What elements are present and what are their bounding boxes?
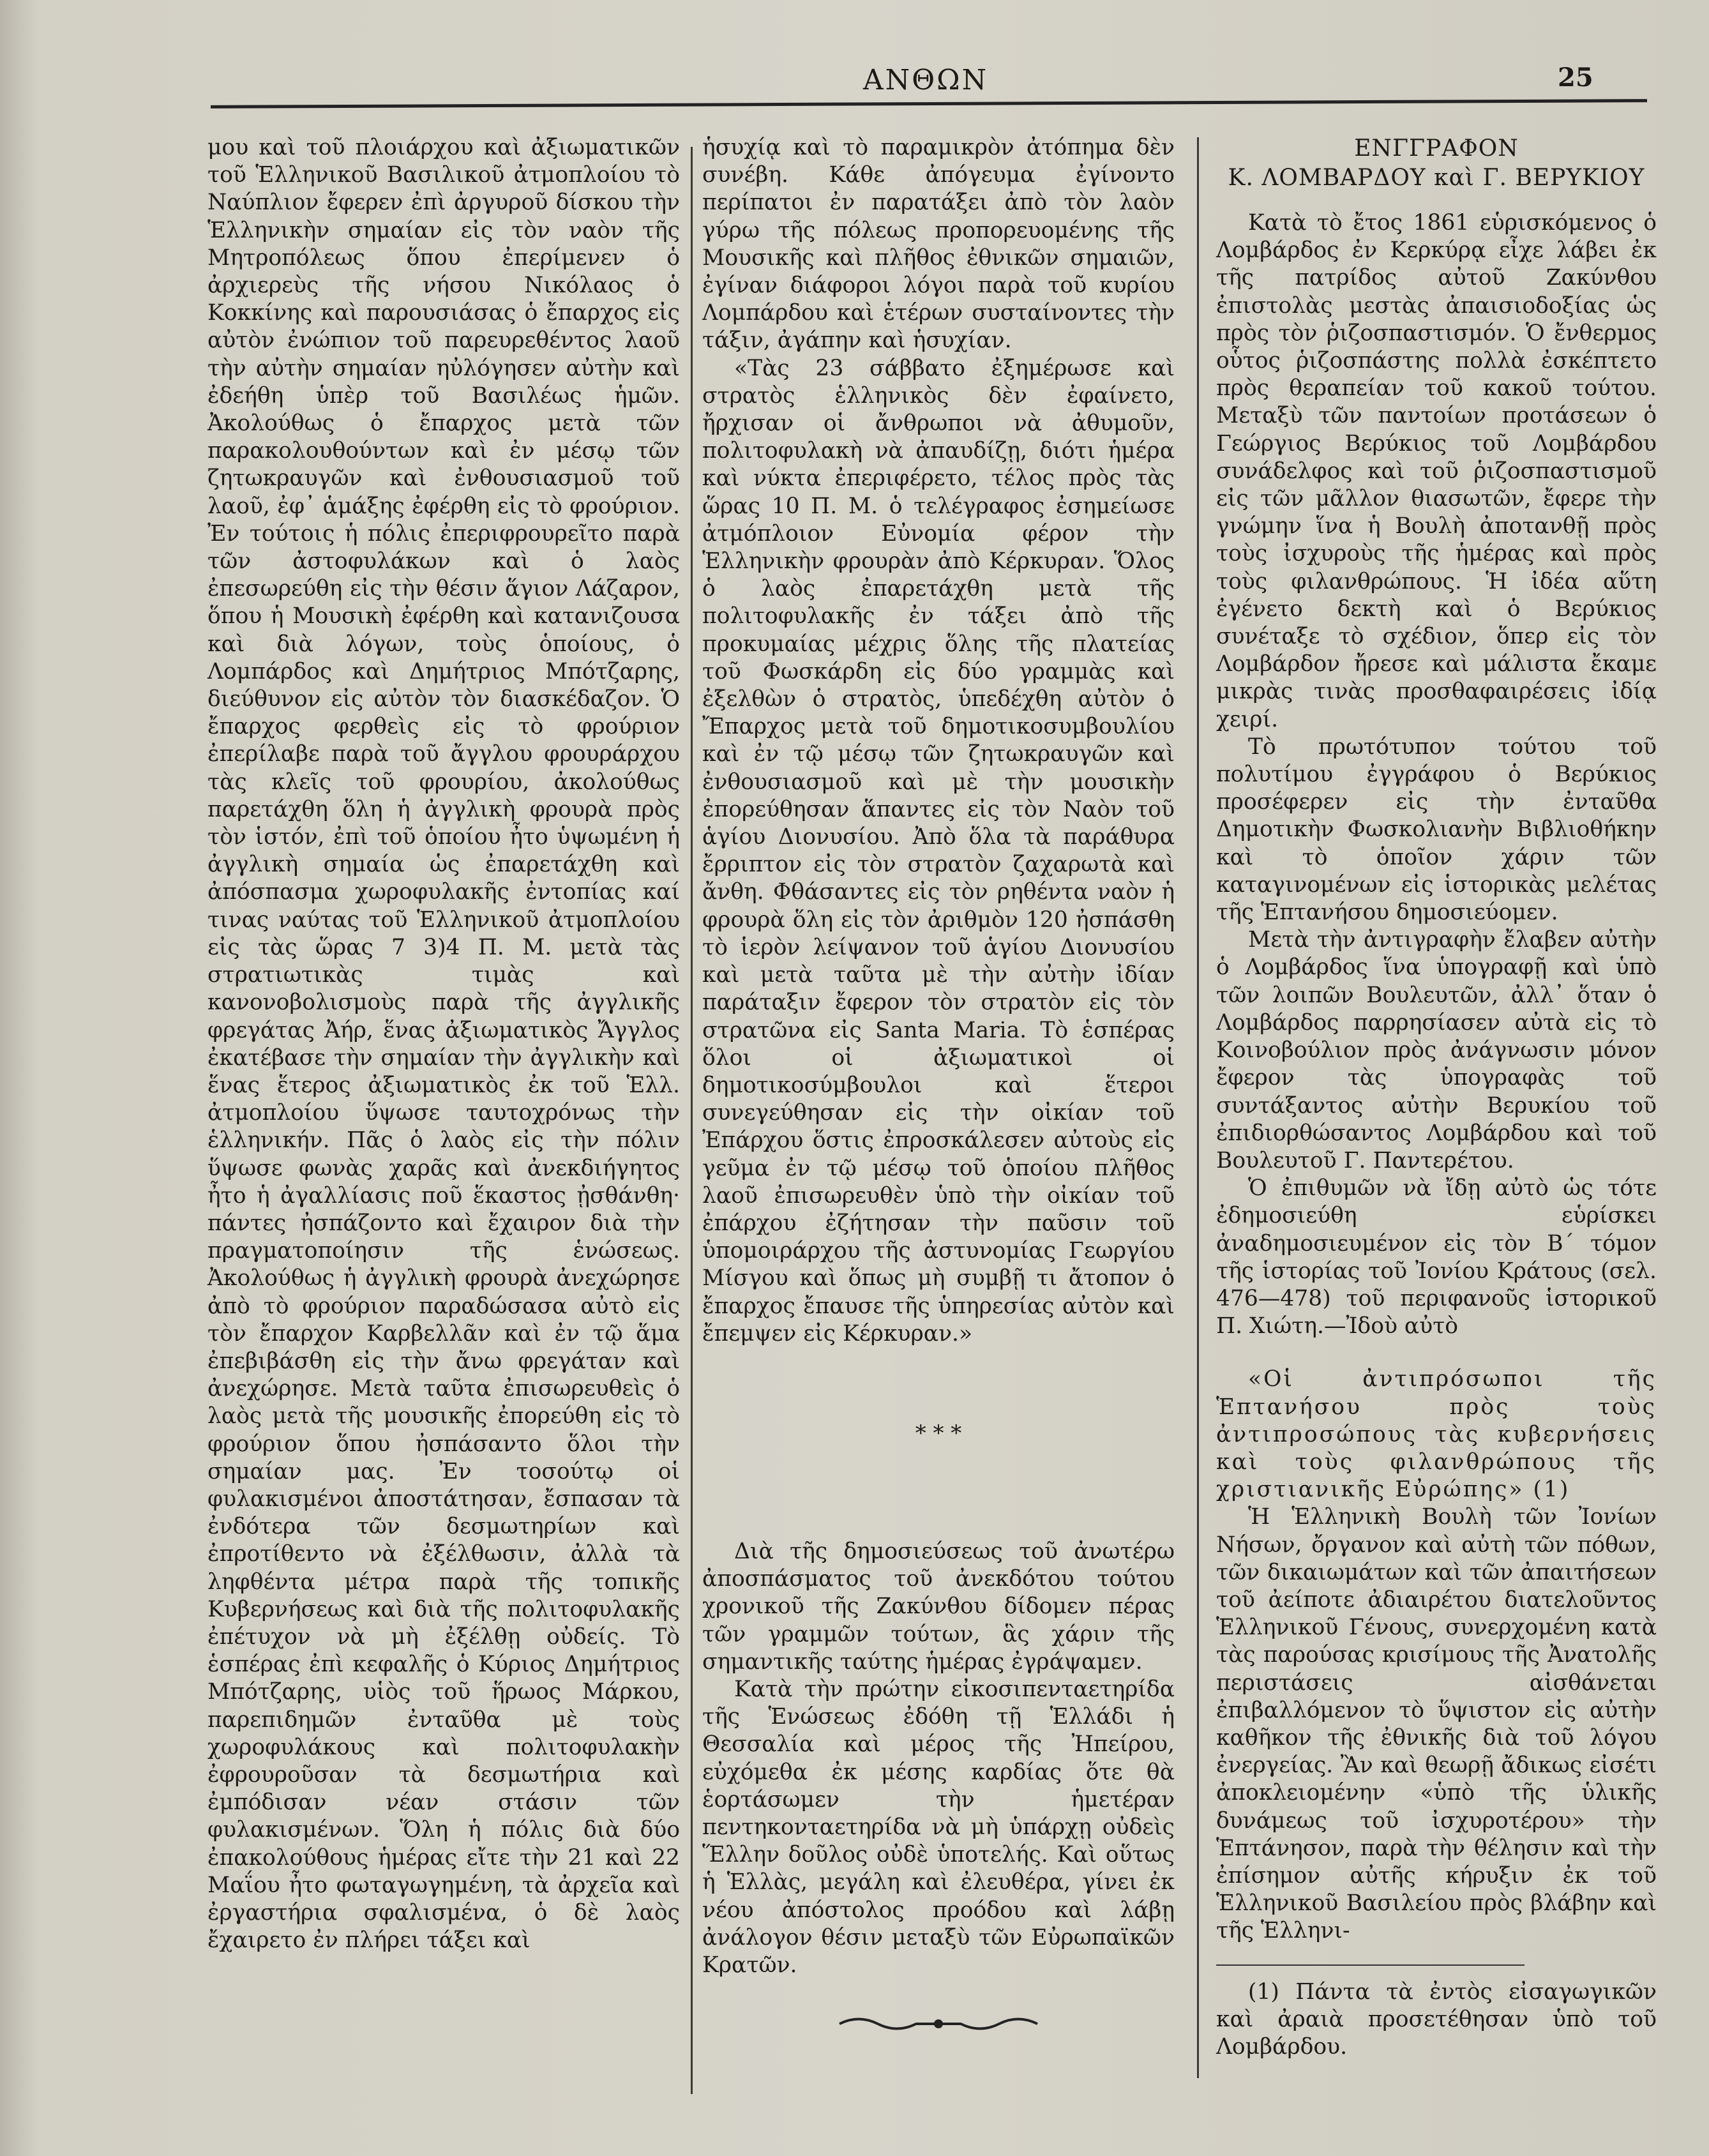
article-paragraph: Τὸ πρωτότυπον τούτου τοῦ πολυτίμου ἐγγράφου ὁ Βερύκιος προσέφερεν εἰς τὴν ἐνταῦθα Δημοτικὴν Φωσκολιανὴν Βιβλιοθήκην καὶ τὸ ὁποῖον χάριν τῶν καταγινομένων εἰς ἱστορικὰς μελέτας τῆς Ἑπτανήσου δημοσιεύομεν. xyxy=(1216,734,1657,926)
document-heading-line1: ΕΝΓΓΡΑΦΟΝ xyxy=(1354,135,1519,162)
article-paragraph: Κατὰ τὸ ἔτος 1861 εὑρισκόμενος ὁ Λομβάρδος ἐν Κερκύρᾳ εἶχε λάβει ἐκ τῆς πατρίδος αὐτοῦ Ζακύνθου ἐπιστολὰς μεστὰς ἀπαισιοδοξίας ὡς πρὸς τὸν ῥιζοσπαστισμόν. Ὁ ἔνθερμος οὗτος ῥιζοσπάστης πολλὰ ἐσκέπτετο πρὸς θεραπείαν τοῦ κακοῦ τούτου. Μεταξὺ τῶν παντοίων προτάσεων ὁ Γεώργιος Βερύκιος τοῦ Λομβάρδου συνάδελφος καὶ τοῦ ῥιζοσπαστισμοῦ εἰς τῶν μᾶλλον θιασωτῶν, ἔφερε τὴν γνώμην ἵνα ἡ Βουλὴ ἀποτανθῇ πρὸς τοὺς ἰσχυροὺς τῆς ἡμέρας καὶ πρὸς τοὺς φιλανθρώπους. Ἡ ἰδέα αὕτη ἐγένετο δεκτὴ καὶ ὁ Βερύκιος συνέταξε τὸ σχέδιον, ὅπερ εἰς τὸν Λομβάρδον ἤρεσε καὶ μάλιστα ἔκαμε μικρὰς τινὰς προσθαφαιρέσεις ἰδίᾳ χειρί. xyxy=(1216,210,1657,732)
article-paragraph: μου καὶ τοῦ πλοιάρχου καὶ ἀξιωματικῶν τοῦ Ἑλληνικοῦ Βασιλικοῦ ἀτμοπλοίου τὸ Ναύπλιον ἔφερεν ἐπὶ ἀργυροῦ δίσκου τὴν Ἑλληνικὴν σημαίαν εἰς τὸν ναὸν τῆς Μητροπόλεως ὅπου ἐπερίμενεν ὁ ἀρχιερεὺς τῆς νήσου Νικόλαος ὁ Κοκκίνης καὶ παρουσιάσας ὁ ἔπαρχος εἰς αὐτὸν ἐνώπιον τοῦ παρευρεθέντος λαοῦ τὴν αὐτὴν σημαίαν ηὐλόγησεν αὐτὴν καὶ ἐδεήθη ὑπὲρ τοῦ Βασιλέως ἡμῶν. Ἀκολούθως ὁ ἔπαρχος μετὰ τῶν παρακολουθούντων καὶ ἐν μέσῳ τῶν ζητωκραυγῶν καὶ ἐνθουσιασμοῦ τοῦ λαοῦ, ἐφ᾽ ἁμάξης ἐφέρθη εἰς τὸ φρούριον. Ἐν τούτοις ἡ πόλις ἐπεριφρουρεῖτο παρὰ τῶν ἀστοφυλάκων καὶ ὁ λαὸς ἐπεσωρεύθη εἰς τὴν θέσιν ἅγιον Λάζαρον, ὅπου ἡ Μουσικὴ ἐφέρθη καὶ κατανιζουσα καὶ διὰ λόγων, τοὺς ὁποίους, ὁ Λομπάρδος καὶ Δημήτριος Μπότζαρης, διεύθυνον εἰς αὐτὸν τὸν διασκέδαζον. Ὁ ἔπαρχος φερθεὶς εἰς τὸ φρούριον ἐπερίλαβε παρὰ τοῦ ἄγγλου φρουράρχου τὰς κλεῖς τοῦ φρουρίου, ἀκολούθως παρετάχθη ὅλη ἡ ἀγγλικὴ φρουρὰ πρὸς τὸν ἱστόν, ἐπὶ τοῦ ὁποίου ἦτο ὑψωμένη ἡ ἀγγλικὴ σημαία ὡς ἐπαρετάχθη καὶ ἀπόσπασμα χωροφυλακῆς ἐντοπίας καί τινας ναύτας τοῦ Ἑλληνικοῦ ἀτμοπλοίου εἰς τὰς ὥρας 7 3)4 Π. Μ. μετὰ τὰς στρατιωτικὰς τιμὰς καὶ κανονοβολισμοὺς παρὰ τῆς ἀγγλικῆς φρεγάτας Ἀήρ, ἕνας ἀξιωματικὸς Ἄγγλος ἐκατέβασε τὴν σημαίαν τὴν ἀγγλικὴν καὶ ἕνας ἕτερος ἀξιωματικὸς ἐκ τοῦ Ἑλλ. ἀτμοπλοίου ὕψωσε ταυτοχρόνως τὴν ἑλληνικήν. Πᾶς ὁ λαὸς εἰς τὴν πόλιν ὕψωσε φωνὰς χαρᾶς καὶ ἀνεκδιήγητος ἦτο ἡ ἀγαλλίασις ποῦ ἕκαστος ᾐσθάνθη· πάντες ἠσπάζοντο καὶ ἔχαιρον διὰ τὴν πραγματοποίησιν τῆς ἑνώσεως. Ἀκολούθως ἡ ἀγγλικὴ φρουρὰ ἀνεχώρησε ἀπὸ τὸ φρούριον παραδώσασα αὐτὸ εἰς τὸν ἔπαρχον Καρβελλᾶν καὶ ἐν τῷ ἅμα ἐπεβιβάσθη εἰς τὴν ἄνω φρεγάταν καὶ ἀνεχώρησε. Μετὰ ταῦτα ἐπισωρευθεὶς ὁ λαὸς μετὰ τῆς μουσικῆς ἐπορεύθη εἰς τὸ φρούριον ὅπου ἠσπάσαντο ὅλοι τὴν σημαίαν μας. Ἐν τοσούτῳ οἱ φυλακισμένοι ἀποστάτησαν, ἔσπασαν τὰ ἐνδότερα τῶν δεσμωτηρίων καὶ ἐπροτίθεντο νὰ ἐξέλθωσιν, ἀλλὰ τὰ ληφθέντα μέτρα παρὰ τῆς τοπικῆς Κυβερνήσεως καὶ διὰ τῆς πολιτοφυλακῆς ἐπέτυχον νὰ μὴ ἐξέλθῃ οὐδείς. Τὸ ἑσπέρας ἐπὶ κεφαλῆς ὁ Κύριος Δημήτριος Μπότζαρης, υἱὸς τοῦ ἥρωος Μάρκου, παρεπιδημῶν ἐνταῦθα μὲ τοὺς χωροφυλάκους καὶ πολιτοφυλακὴν ἐφρουροῦσαν τὰ δεσμωτήρια καὶ ἐμπόδισαν νέαν στάσιν τῶν φυλακισμένων. Ὅλη ἡ πόλις διὰ δύο ἐπακολούθους ἡμέρας εἴτε τὴν 21 καὶ 22 Μαΐου ἦτο φωταγωγημένη, τὰ ἀρχεῖα καὶ ἐργαστήρια σφαλισμένα, ὁ δὲ λαὸς ἔχαιρετο ἐν πλήρει τάξει καὶ xyxy=(207,135,680,1954)
article-paragraph: Διὰ τῆς δημοσιεύσεως τοῦ ἀνωτέρω ἀποσπάσματος τοῦ ἀνεκδότου τούτου χρονικοῦ τῆς Ζακύνθου δίδομεν πέρας τῶν γραμμῶν τούτων, ἃς χάριν τῆς σημαντικῆς ταύτης ἡμέρας ἐγράψαμεν. xyxy=(702,1538,1175,1675)
section-asterism: * * * xyxy=(915,1420,962,1446)
article-paragraph: Ἡ Ἑλληνικὴ Βουλὴ τῶν Ἰονίων Νήσων, ὄργανον καὶ αὐτὴ τῶν πόθων, τῶν δικαιωμάτων καὶ τῶν ἀπαιτήσεων τοῦ ἀείποτε ἀδιαιρέτου διατελοῦντος Ἑλληνικοῦ Γένους, συνερχομένη κατὰ τὰς παρούσας κρισίμους τῆς Ἀνατολῆς περιστάσεις αἰσθάνεται ἐπιβαλλόμενον τὸ ὕψιστον εἰς αὐτὴν καθῆκον τῆς ἐθνικῆς διὰ τοῦ λόγου ἐνεργείας. Ἂν καὶ θεωρῇ ἄδικως εἰσέτι ἀποκλειομένην «ὑπὸ τῆς ὑλικῆς δυνάμεως τοῦ ἰσχυροτέρου» τὴν Ἑπτάνησον, παρὰ τὴν θέλησιν καὶ τὴν ἐπίσημον αὐτῆς κήρυξιν ἐκ τοῦ Ἑλληνικοῦ Βασιλείου πρὸς βλάβην καὶ τῆς Ἑλληνι- xyxy=(1216,1504,1657,1944)
header-rule xyxy=(211,99,1647,109)
article-paragraph: Ὁ ἐπιθυμῶν νὰ ἴδῃ αὐτὸ ὡς τότε ἐδημοσιεύθη εὑρίσκει ἀναδημοσιευμένον εἰς τὸν Β´ τόμον τῆς ἱστορίας τοῦ Ἰονίου Κράτους (σελ. 476—478) τοῦ περιφανοῦς ἱστορικοῦ Π. Χιώτη.—Ἰδοὺ αὐτὸ xyxy=(1216,1175,1657,1339)
article-paragraph: «Τὰς 23 σάββατο ἐξημέρωσε καὶ στρατὸς ἑλληνικὸς δὲν ἐφαίνετο, ἤρχισαν οἱ ἄνθρωποι νὰ ἀθυμοῦν, πολιτοφυλακὴ νὰ ἀπαυδίζῃ, διότι ἡμέρα καὶ νύκτα ἐπεριφέρετο, τέλος πρὸς τὰς ὥρας 10 Π. Μ. ὁ τελέγραφος ἐσημείωσε ἀτμόπλοιον Εὐνομία φέρον τὴν Ἑλληνικὴν φρουρὰν ἀπὸ Κέρκυραν. Ὅλος ὁ λαὸς ἐπαρετάχθη μετὰ τῆς πολιτοφυλακῆς ἐν τάξει ἀπὸ τῆς προκυμαίας μέχρις ὅλης τῆς πλατείας τοῦ Φωσκάρδη εἰς δύο γραμμὰς καὶ ἐξελθὼν ὁ στρατὸς, ὑπεδέχθη αὐτὸν ὁ Ἔπαρχος μετὰ τοῦ δημοτικοσυμβουλίου καὶ ἐν τῷ μέσῳ τῶν ζητωκραυγῶν καὶ ἐνθουσιασμοῦ καὶ μὲ τὴν μουσικὴν ἐπορεύθησαν ἅπαντες εἰς τὸν Ναὸν τοῦ ἁγίου Διονυσίου. Ἀπὸ ὅλα τὰ παράθυρα ἔρριπτον εἰς τὸν στρατὸν ζαχαρωτὰ καὶ ἄνθη. Φθάσαντες εἰς τὸν ρηθέντα ναὸν ἡ φρουρὰ ὅλη εἰς τὸν ἀριθμὸν 120 ἠσπάσθη τὸ ἱερὸν λείψανον τοῦ ἁγίου Διονυσίου καὶ μετὰ ταῦτα μὲ τὴν αὐτὴν ἰδίαν παράταξιν ἔφερον τὸν στρατὸν εἰς τὸν στρατῶνα εἰς Santa Maria. Τὸ ἑσπέρας ὅλοι οἱ ἀξιωματικοὶ οἱ δημοτικοσύμβουλοι καὶ ἕτεροι συνεγεύθησαν εἰς τὴν οἰκίαν τοῦ Ἐπάρχου ὅστις ἐπροσκάλεσεν αὐτοὺς εἰς γεῦμα ἐν τῷ μέσῳ τοῦ ὁποίου πλῆθος λαοῦ ἐπισωρευθὲν ὑπὸ τὴν οἰκίαν τοῦ ἐπάρχου ἐζήτησαν τὴν παῦσιν τοῦ ὑπομοιράρχου τῆς ἀστυνομίας Γεωργίου Μίσγου καὶ ὅπως μὴ συμβῇ τι ἄτοπον ὁ ἔπαρχος ἔπαυσε τῆς ὑπηρεσίας αὐτὸν καὶ ἔπεμψεν εἰς Κέρκυραν.» xyxy=(702,355,1175,1346)
column-left xyxy=(207,134,680,1954)
page-number: 25 xyxy=(1558,63,1593,93)
document-heading-line2: Κ. ΛΟΜΒΑΡΔΟΥ καὶ Γ. ΒΕΡΥΚΙΟΥ xyxy=(1228,165,1645,191)
column-divider xyxy=(691,147,693,2094)
footnote: (1) Πάντα τὰ ἐντὸς εἰσαγωγικῶν καὶ ἀραιὰ προσετέθησαν ὑπὸ τοῦ Λομβάρδου. xyxy=(1216,1979,1657,2060)
column-middle xyxy=(702,134,1175,2044)
ornamental-flourish xyxy=(702,2011,1175,2044)
page-header-title: ΑΝΘΩΝ xyxy=(862,64,989,96)
document-heading xyxy=(1216,134,1657,193)
quoted-title: «Οἱ ἀντιπρόσωποι τῆς Ἑπτανήσου πρὸς τοὺς ἀντιπροσώπους τὰς κυβερνήσεις καὶ τοὺς φιλανθρώπους τῆς χριστιανικῆς Εὐρώπης» (1) xyxy=(1216,1366,1657,1503)
footnote-rule xyxy=(1216,1964,1525,1966)
column-divider xyxy=(1197,137,1199,2078)
article-paragraph: Μετὰ τὴν ἀντιγραφὴν ἔλαβεν αὐτὴν ὁ Λομβάρδος ἵνα ὑπογραφῇ καὶ ὑπὸ τῶν λοιπῶν Βουλευτῶν, ἀλλ᾽ ὅταν ὁ Λομβάρδος παρρησίασεν αὐτὰ εἰς τὸ Κοινοβούλιον πρὸς ἀνάγνωσιν μόνον ἔφερον τὰς ὑπογραφὰς τοῦ συντάξαντος αὐτὴν Βερυκίου τοῦ ἐπιδιορθώσαντος Λομβάρδου καὶ τοῦ Βουλευτοῦ Γ. Παντερέτου. xyxy=(1216,927,1657,1173)
article-paragraph: Κατὰ τὴν πρώτην εἰκοσιπενταετηρίδα τῆς Ἑνώσεως ἐδόθη τῇ Ἑλλάδι ἡ Θεσσαλία καὶ μέρος τῆς Ἠπείρου, εὐχόμεθα ἐκ μέσης καρδίας ὅτε θὰ ἑορτάσωμεν τὴν ἡμετέραν πεντηκονταετηρίδα νὰ μὴ ὑπάρχῃ οὐδεὶς Ἕλλην δοῦλος οὐδὲ ὑποτελής. Καὶ οὕτως ἡ Ἑλλὰς, μεγάλη καὶ ἐλευθέρα, γίνει ἐκ νέου ἀπόστολος προόδου καὶ λάβῃ ἀνάλογον θέσιν μεταξὺ τῶν Εὐρωπαϊκῶν Κρατῶν. xyxy=(702,1676,1175,1978)
column-right xyxy=(1216,134,1657,2061)
article-paragraph: ἡσυχίᾳ καὶ τὸ παραμικρὸν ἀτόπημα δὲν συνέβη. Κάθε ἀπόγευμα ἐγίνοντο περίπατοι ἐν παρατάξει ἀπὸ τὸν λαὸν γύρω τῆς πόλεως προπορευομένης τῆς Μουσικῆς καὶ πλῆθος ἐθνικῶν σημαιῶν, ἐγίναν διάφοροι λόγοι παρὰ τοῦ κυρίου Λομπάρδου καὶ ἑτέρων συσταίνοντες τὴν τάξιν, ἀγάπην καὶ ἡσυχίαν. xyxy=(702,135,1175,354)
